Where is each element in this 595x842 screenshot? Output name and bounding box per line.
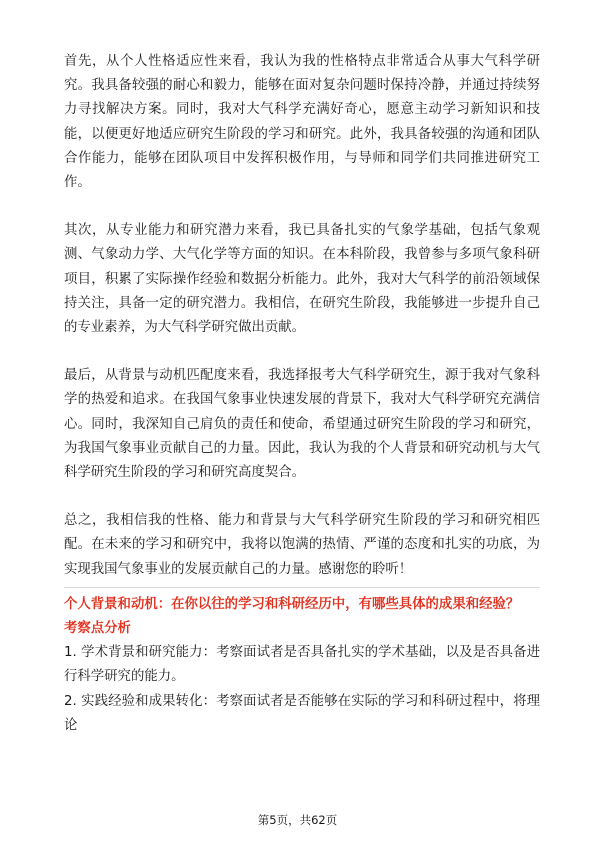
paragraph-gap [64,340,540,364]
paragraph-gap [64,485,540,509]
paragraph-gap [64,195,540,219]
paragraph-professional-ability: 其次，从专业能力和研究潜力来看，我已具备扎实的气象学基础，包括气象观测、气象动力学、大气化学等方面的知识。在本科阶段，我曾参与多项气象科研项目，积累了实际操作经验和数据分析能力。此外，我对大气科学的前沿领域保持关注，具备一定的研究潜力。我相信，在研究生阶段，我能够进一步提升自己的专业素养，为大气科学研究做出贡献。 [64,223,540,336]
analysis-item: 2. 实践经验和成果转化：考察面试者是否能够在实际的学习和科研过程中，将理论 [64,693,540,733]
analysis-heading: 考察点分析 [64,621,131,637]
question-title: 个人背景和动机：在你以往的学习和科研经历中，有哪些具体的成果和经验？ [64,596,520,612]
page-number: 第5页，共62页 [257,813,338,827]
page-content [64,50,540,738]
analysis-item: 1. 学术背景和研究能力：考察面试者是否具备扎实的学术基础，以及是否具备进行科学研究的能力。 [64,645,540,685]
paragraph-personality: 首先，从个人性格适应性来看，我认为我的性格特点非常适合从事大气科学研究。我具备较强的耐心和毅力，能够在面对复杂问题时保持冷静，并通过持续努力寻找解决方案。同时，我对大气科学充满好奇心，愿意主动学习新知识和技能，以便更好地适应研究生阶段的学习和研究。此外，我具备较强的沟通和团队合作能力，能够在团队项目中发挥积极作用，与导师和同学们共同推进研究工作。 [64,54,540,191]
paragraph-conclusion: 总之，我相信我的性格、能力和背景与大气科学研究生阶段的学习和研究相匹配。在未来的学习和研究中，我将以饱满的热情、严谨的态度和扎实的功底，为实现我国气象事业的发展贡献自己的力量。感谢您的聆听！ [64,513,540,577]
section-divider [64,587,540,588]
paragraph-background-motivation: 最后，从背景与动机匹配度来看，我选择报考大气科学研究生，源于我对气象科学的热爱和追求。在我国气象事业快速发展的背景下，我对大气科学研究充满信心。同时，我深知自己肩负的责任和使命，希望通过研究生阶段的学习和研究，为我国气象事业贡献自己的力量。因此，我认为我的个人背景和研究动机与大气科学研究生阶段的学习和研究高度契合。 [64,368,540,481]
